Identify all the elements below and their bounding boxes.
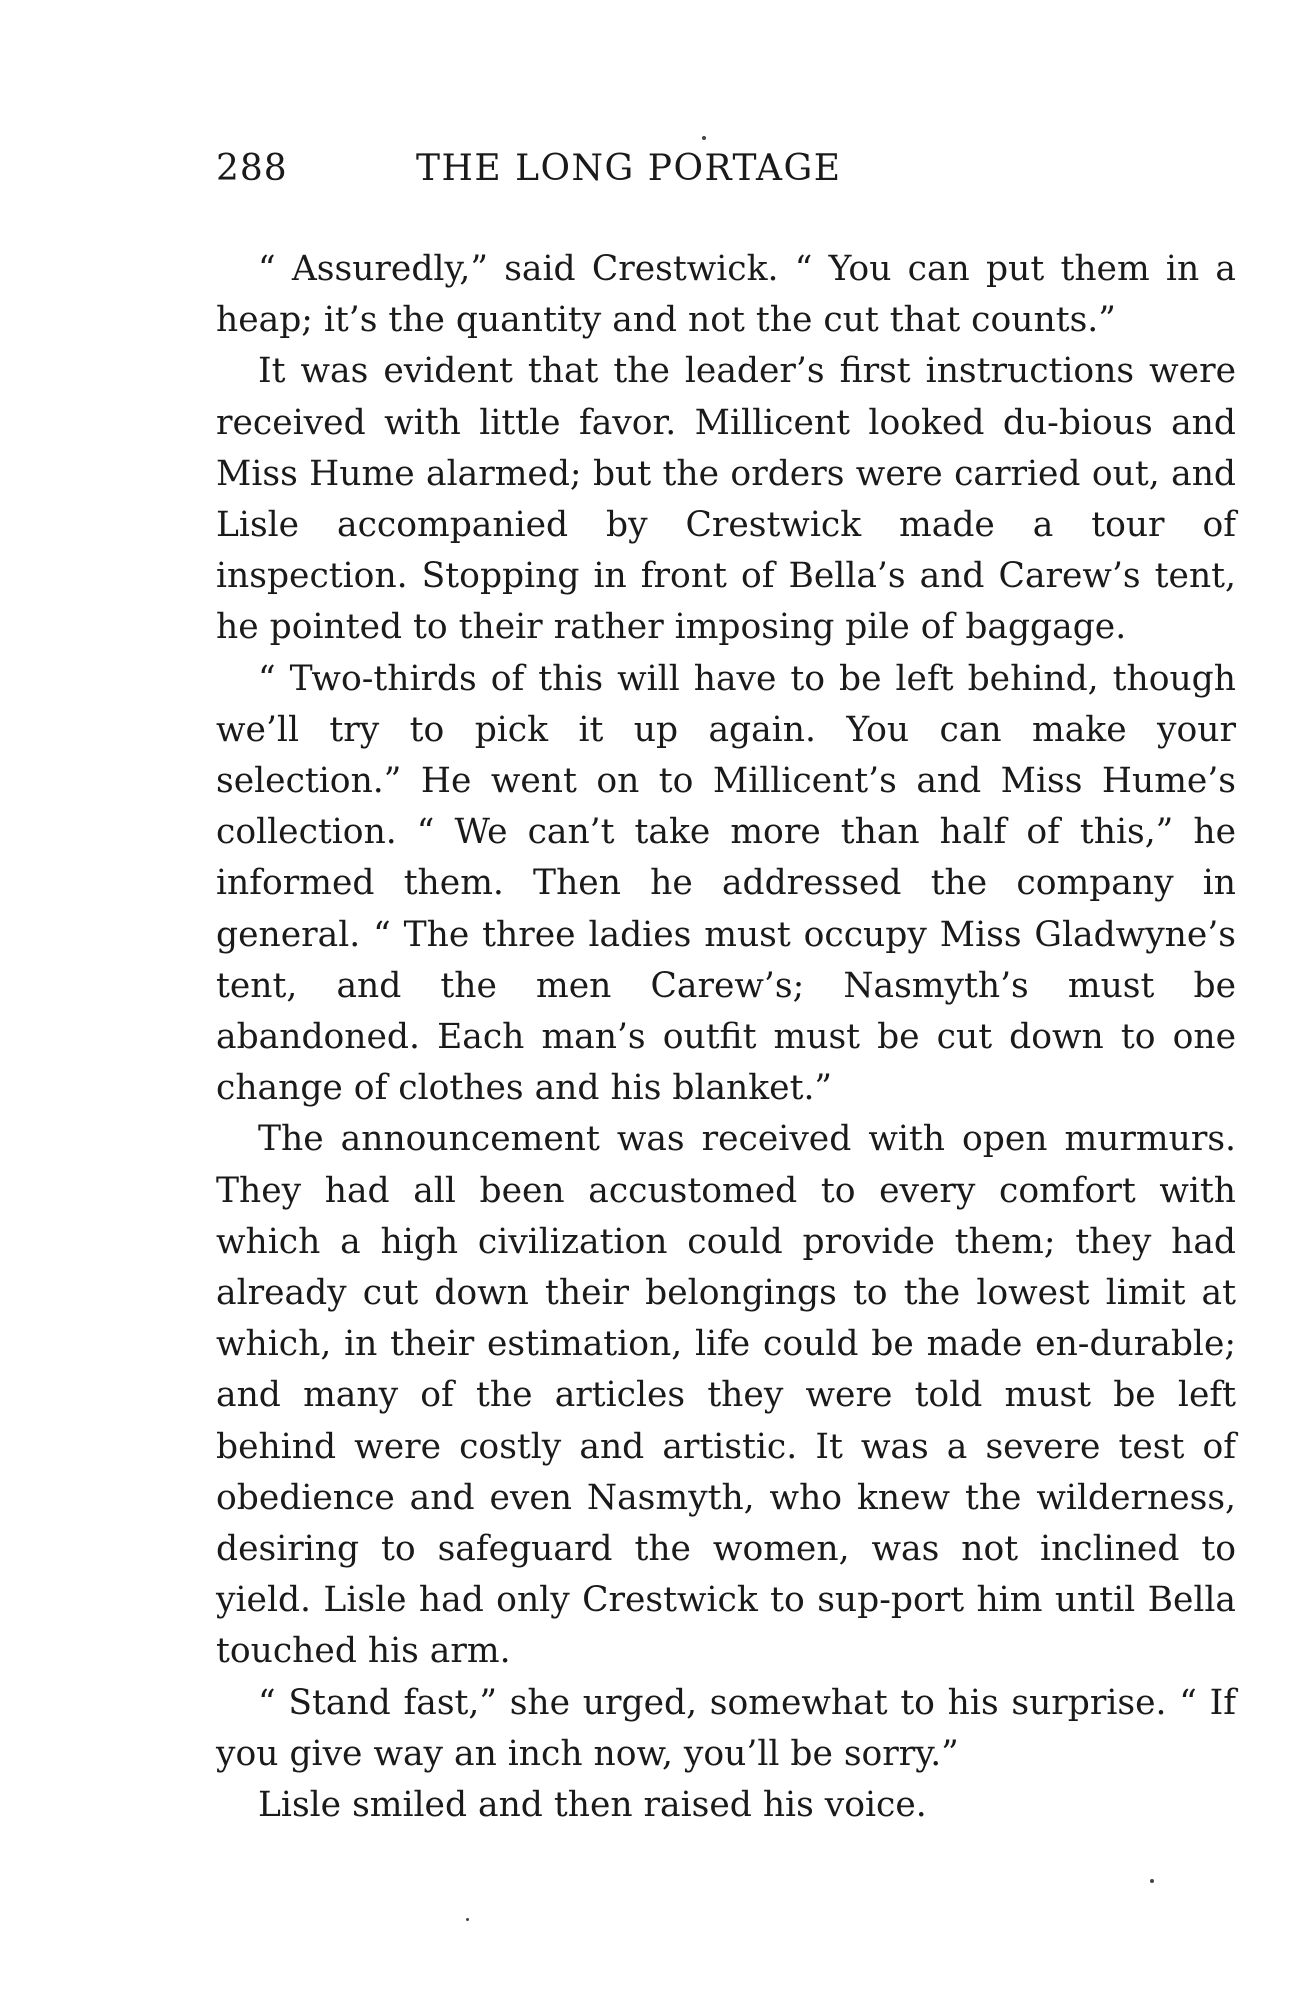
body-text bbox=[216, 244, 1236, 1831]
print-speck bbox=[1150, 1879, 1154, 1883]
paragraph-lisle-smiled: Lisle smiled and then raised his voice. bbox=[258, 1785, 927, 1826]
page-number: 288 bbox=[216, 148, 288, 189]
running-head bbox=[216, 148, 996, 204]
paragraph-instructions: It was evident that the leader’s first instructions were received with little favor. Millicent looked du-bious and Miss Hume alarmed; but the orders were carried out, and Lisle accompanied by Crestwick made a tour of inspection. Stopping in front of Bella’s and Carew’s tent, he pointed to their rather imposing pile of baggage. bbox=[216, 351, 1236, 648]
paragraph-assuredly: “ Assuredly,” said Crestwick. “ You can put them in a heap; it’s the quantity and not the cut that counts.” bbox=[216, 249, 1236, 341]
print-speck bbox=[466, 1918, 469, 1921]
paragraph-stand-fast: “ Stand fast,” she urged, somewhat to his surprise. “ If you give way an inch now, you’ll be sorry.” bbox=[216, 1682, 1236, 1774]
print-speck bbox=[702, 136, 706, 140]
book-title: THE LONG PORTAGE bbox=[416, 148, 842, 189]
paragraph-announcement: The announcement was received with open murmurs. They had all been accustomed to every comfort with which a high civilization could provide them; they had already cut down their belongings to the lowest limit at which, in their estimation, life could be made en-durable; and many of the articles they were told must be left behind were costly and artistic. It was a severe test of obedience and even Nasmyth, who knew the wilderness, desiring to safeguard the women, was not inclined to yield. Lisle had only Crestwick to sup-port him until Bella touched his arm. bbox=[216, 1119, 1236, 1672]
paragraph-two-thirds: “ Two-thirds of this will have to be left behind, though we’ll try to pick it up again. You can make your selection.” He went on to Millicent’s and Miss Hume’s collection. “ We can’t take more than half of this,” he informed them. Then he addressed the company in general. “ The three ladies must occupy Miss Gladwyne’s tent, and the men Carew’s; Nasmyth’s must be abandoned. Each man’s outfit must be cut down to one change of clothes and his blanket.” bbox=[216, 658, 1236, 1109]
